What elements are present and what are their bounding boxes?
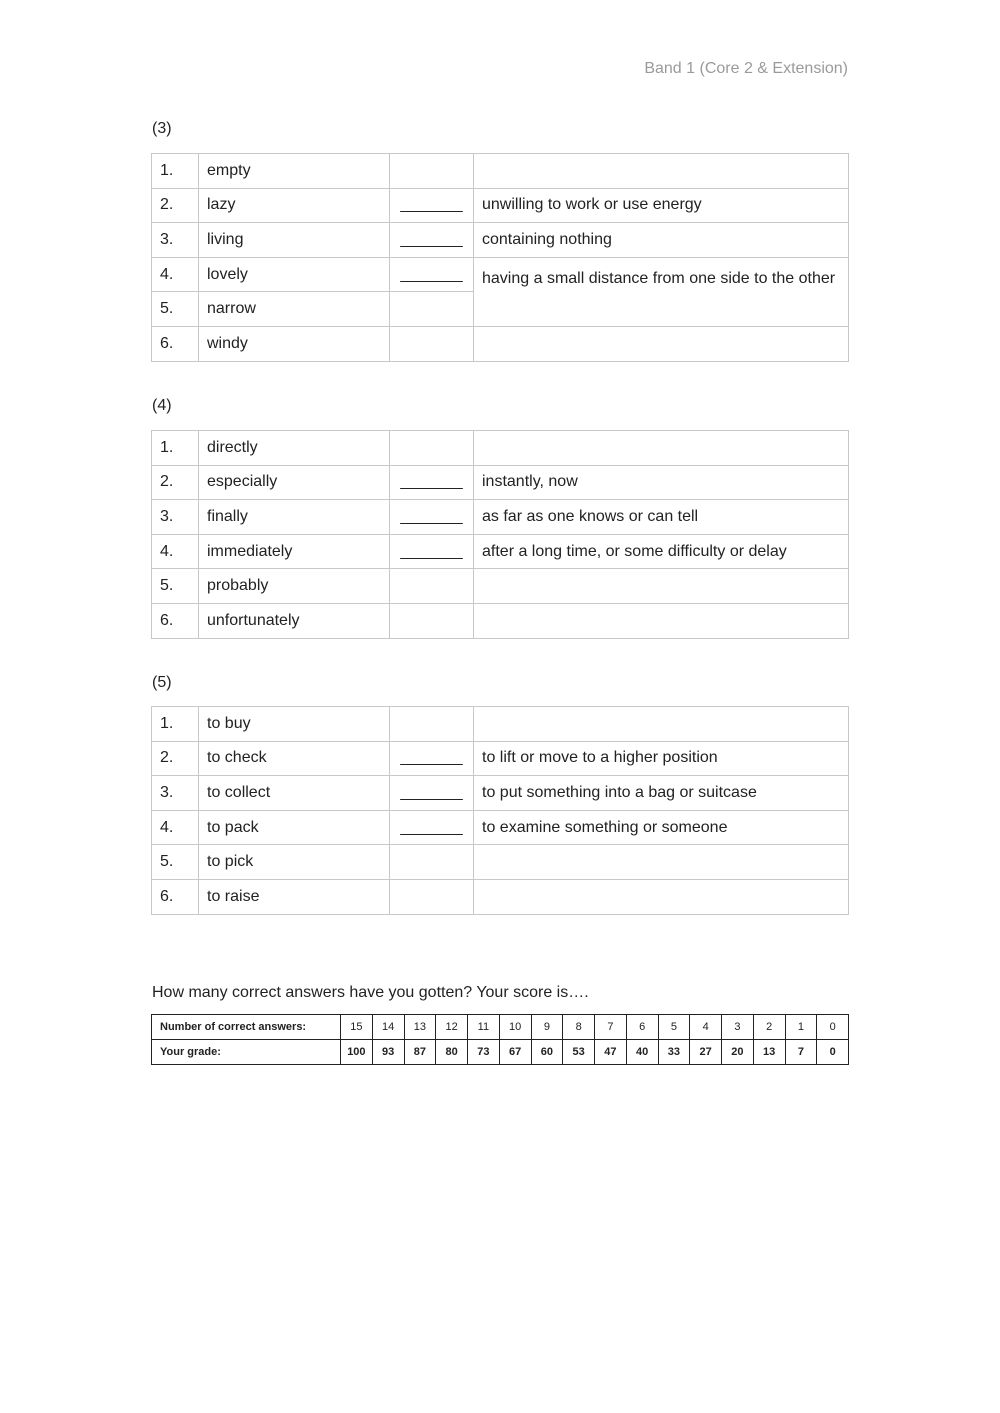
- vocab-word: lovely: [199, 257, 390, 292]
- table-row: [152, 154, 849, 189]
- answer-blank[interactable]: [390, 845, 474, 880]
- answer-blank[interactable]: [390, 879, 474, 914]
- definition: [474, 845, 849, 880]
- row-number: 1.: [152, 431, 199, 466]
- grade-cell: 40: [626, 1040, 658, 1065]
- definition: to lift or move to a higher position: [474, 741, 849, 776]
- correct-count-cell: 5: [658, 1015, 690, 1040]
- matching-table-3: [151, 153, 849, 362]
- correct-count-cell: 15: [341, 1015, 373, 1040]
- correct-count-cell: 1: [785, 1015, 817, 1040]
- definition: [474, 569, 849, 604]
- row-number: 2.: [152, 465, 199, 500]
- table-row: [152, 776, 849, 811]
- grade-cell: 20: [722, 1040, 754, 1065]
- correct-count-cell: 3: [722, 1015, 754, 1040]
- table-row: [152, 257, 849, 292]
- grade-cell: 67: [499, 1040, 531, 1065]
- table-row: [152, 534, 849, 569]
- correct-count-cell: 12: [436, 1015, 468, 1040]
- grade-cell: 27: [690, 1040, 722, 1065]
- row-number: 3.: [152, 500, 199, 535]
- table-row: [152, 845, 849, 880]
- vocab-word: unfortunately: [199, 603, 390, 638]
- score-question: How many correct answers have you gotten? Your score is….: [152, 984, 589, 1001]
- row-number: 3.: [152, 223, 199, 258]
- correct-count-cell: 7: [595, 1015, 627, 1040]
- section-title-5: (5): [152, 674, 172, 691]
- vocab-word: to pack: [199, 810, 390, 845]
- table-row: [152, 431, 849, 466]
- table-row: [152, 223, 849, 258]
- table-row: [152, 188, 849, 223]
- vocab-word: probably: [199, 569, 390, 604]
- answer-blank[interactable]: _______: [390, 223, 474, 258]
- definition: [474, 431, 849, 466]
- page-header-label: Band 1 (Core 2 & Extension): [644, 60, 848, 77]
- grade-cell: 47: [595, 1040, 627, 1065]
- vocab-word: especially: [199, 465, 390, 500]
- answer-blank[interactable]: _______: [390, 188, 474, 223]
- grade-cell: 93: [372, 1040, 404, 1065]
- grade-cell: 73: [468, 1040, 500, 1065]
- definition: containing nothing: [474, 223, 849, 258]
- definition: [474, 603, 849, 638]
- grade-cell: 87: [404, 1040, 436, 1065]
- definition: [474, 257, 849, 326]
- grade-cell: 7: [785, 1040, 817, 1065]
- row-number: 1.: [152, 707, 199, 742]
- table-row: [152, 603, 849, 638]
- definition: to put something into a bag or suitcase: [474, 776, 849, 811]
- correct-count-cell: 14: [372, 1015, 404, 1040]
- vocab-word: immediately: [199, 534, 390, 569]
- answer-blank[interactable]: _______: [390, 534, 474, 569]
- matching-table-5: [151, 706, 849, 915]
- vocab-word: living: [199, 223, 390, 258]
- vocab-word: to buy: [199, 707, 390, 742]
- grade-cell: 100: [341, 1040, 373, 1065]
- row-number: 5.: [152, 845, 199, 880]
- vocab-word: lazy: [199, 188, 390, 223]
- answer-blank[interactable]: [390, 326, 474, 361]
- grade-cell: 0: [817, 1040, 849, 1065]
- table-row: [152, 879, 849, 914]
- row-number: 5.: [152, 569, 199, 604]
- correct-count-cell: 0: [817, 1015, 849, 1040]
- row-number: 2.: [152, 188, 199, 223]
- definition: after a long time, or some difficulty or delay: [474, 534, 849, 569]
- grade-cell: 60: [531, 1040, 563, 1065]
- correct-answers-row: [152, 1015, 849, 1040]
- answer-blank[interactable]: _______: [390, 810, 474, 845]
- answer-blank[interactable]: _______: [390, 776, 474, 811]
- vocab-word: narrow: [199, 292, 390, 327]
- score-table: [151, 1014, 849, 1065]
- row-number: 2.: [152, 741, 199, 776]
- vocab-word: windy: [199, 326, 390, 361]
- answer-blank[interactable]: [390, 603, 474, 638]
- correct-count-cell: 2: [753, 1015, 785, 1040]
- grade-row: [152, 1040, 849, 1065]
- table-row: [152, 500, 849, 535]
- answer-blank[interactable]: _______: [390, 257, 474, 292]
- table-row: [152, 810, 849, 845]
- row-number: 4.: [152, 810, 199, 845]
- definition: [474, 707, 849, 742]
- row-number: 6.: [152, 326, 199, 361]
- table-row: [152, 465, 849, 500]
- correct-count-cell: 10: [499, 1015, 531, 1040]
- definition-text: having a small distance from one side to the other: [482, 269, 836, 287]
- answer-blank[interactable]: [390, 569, 474, 604]
- definition: [474, 326, 849, 361]
- definition: to examine something or someone: [474, 810, 849, 845]
- row-number: 1.: [152, 154, 199, 189]
- grade-cell: 13: [753, 1040, 785, 1065]
- correct-count-cell: 8: [563, 1015, 595, 1040]
- answer-blank[interactable]: [390, 431, 474, 466]
- row-number: 6.: [152, 603, 199, 638]
- definition: as far as one knows or can tell: [474, 500, 849, 535]
- row-number: 6.: [152, 879, 199, 914]
- answer-blank[interactable]: [390, 154, 474, 189]
- definition: [474, 879, 849, 914]
- row-number: 4.: [152, 534, 199, 569]
- vocab-word: to check: [199, 741, 390, 776]
- answer-blank[interactable]: _______: [390, 465, 474, 500]
- table-row: [152, 741, 849, 776]
- answer-blank[interactable]: [390, 292, 474, 327]
- correct-count-cell: 4: [690, 1015, 722, 1040]
- row-number: 5.: [152, 292, 199, 327]
- section-title-3: (3): [152, 120, 172, 137]
- vocab-word: directly: [199, 431, 390, 466]
- correct-count-cell: 9: [531, 1015, 563, 1040]
- grade-cell: 80: [436, 1040, 468, 1065]
- table-row: [152, 326, 849, 361]
- correct-count-cell: 6: [626, 1015, 658, 1040]
- definition: [474, 154, 849, 189]
- vocab-word: empty: [199, 154, 390, 189]
- vocab-word: to pick: [199, 845, 390, 880]
- grade-cell: 53: [563, 1040, 595, 1065]
- row-number: 4.: [152, 257, 199, 292]
- correct-count-cell: 11: [468, 1015, 500, 1040]
- matching-table-4: [151, 430, 849, 639]
- answer-blank[interactable]: _______: [390, 500, 474, 535]
- table-row: [152, 569, 849, 604]
- vocab-word: to raise: [199, 879, 390, 914]
- grade-label: Your grade:: [152, 1040, 341, 1065]
- correct-count-cell: 13: [404, 1015, 436, 1040]
- row-number: 3.: [152, 776, 199, 811]
- vocab-word: to collect: [199, 776, 390, 811]
- answer-blank[interactable]: _______: [390, 741, 474, 776]
- definition: unwilling to work or use energy: [474, 188, 849, 223]
- correct-answers-label: Number of correct answers:: [152, 1015, 341, 1040]
- vocab-word: finally: [199, 500, 390, 535]
- table-row: [152, 707, 849, 742]
- grade-cell: 33: [658, 1040, 690, 1065]
- definition: instantly, now: [474, 465, 849, 500]
- section-title-4: (4): [152, 397, 172, 414]
- answer-blank[interactable]: [390, 707, 474, 742]
